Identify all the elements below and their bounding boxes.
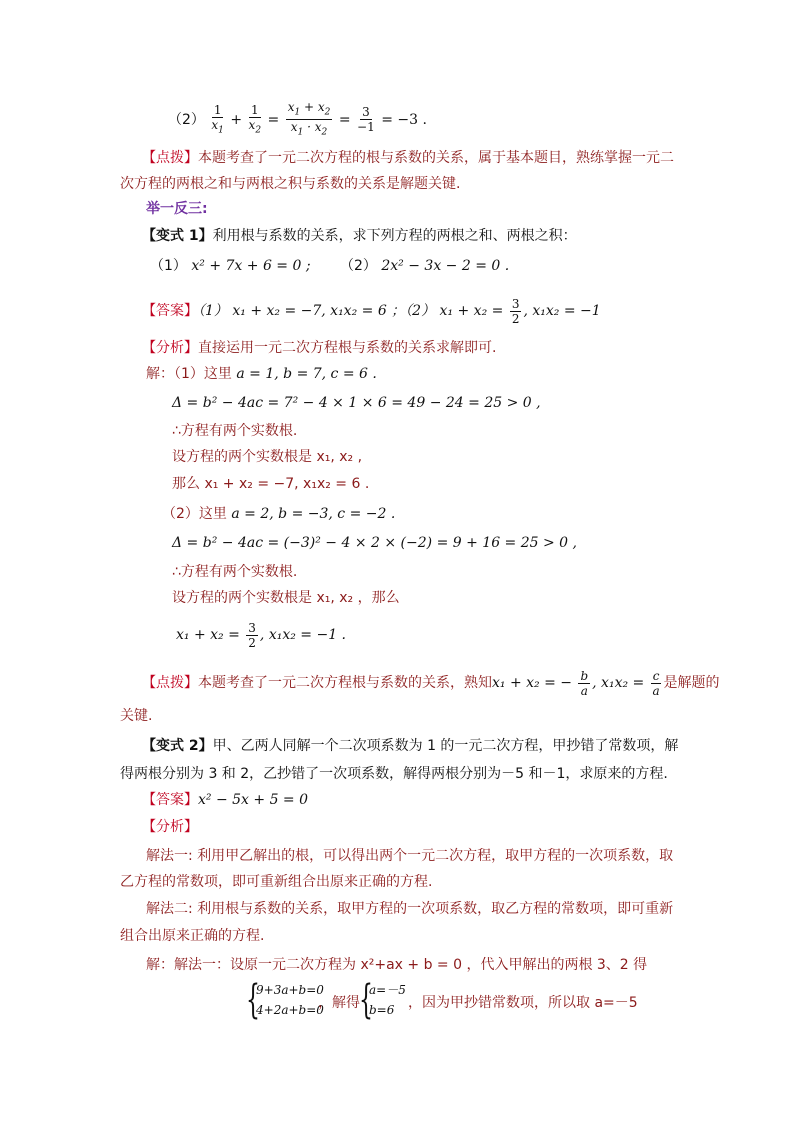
- var2-tag: 【变式 2】: [142, 738, 213, 754]
- fraction-1-over-x2: $\frac{1}{x_2}$: [248, 102, 262, 136]
- tip1-line1: [142, 148, 674, 168]
- var1-analysis-tag: 【分析】: [142, 340, 198, 356]
- top-formula-label: （2）: [168, 111, 205, 128]
- var1-delta-2: Δ = b² − 4ac = (−3)² − 4 × 2 × (−2) = 9 + 16 = 25 > 0 ,: [172, 535, 577, 551]
- system1-eq2: 4+2a+b=0: [256, 1003, 324, 1017]
- var1-solution-1: 解：（1）这里 a = 1, b = 7, c = 6 .: [146, 366, 377, 382]
- tip1-tag: 【点拨】: [142, 150, 198, 166]
- tip2-fraction-b-a: $\frac{b}{a}$: [580, 668, 589, 698]
- system-end-text: ，因为甲抄错常数项，所以取 a=－5: [408, 995, 638, 1011]
- var1-problems: [150, 256, 311, 276]
- var1-answer-line: [142, 296, 601, 326]
- var1-then-1: 那么 x₁ + x₂ = −7, x₁x₂ = 6 .: [172, 476, 370, 492]
- tip2-fraction-c-a: $\frac{c}{a}$: [652, 668, 660, 698]
- var2-answer: [142, 790, 308, 810]
- var1-two-roots-2: ∴方程有两个实数根.: [172, 564, 298, 580]
- system-mid-text: ，解得: [318, 995, 360, 1011]
- var1-tag: 【变式 1】: [142, 228, 213, 244]
- var1-p1-label: （1）: [150, 258, 187, 274]
- var1-p2-equation: 2x² − 3x − 2 = 0 .: [381, 258, 510, 274]
- var1-p1-equation: x² + 7x + 6 = 0 ;: [191, 258, 311, 274]
- fraction-3-over-minus-1: $\frac{3}{-1}$: [357, 105, 375, 135]
- var1-question: 利用根与系数的关系，求下列方程的两根之和、两根之积：: [212, 228, 577, 244]
- section-title: 举一反三:: [146, 201, 208, 217]
- fraction-1-over-x1: $\frac{1}{x_1}$: [211, 102, 224, 136]
- var2-line2: 得两根分别为 3 和 2，乙抄错了一次项系数，解得两根分别为－5 和－1，求原来的方程.: [120, 766, 668, 782]
- var2-analysis-tag: 【分析】: [142, 819, 198, 835]
- var1-question-line: [142, 226, 577, 246]
- var1-two-roots-1: ∴方程有两个实数根.: [172, 423, 298, 439]
- tip1-line2: 次方程的两根之和与两根之积与系数的关系是解题关键.: [120, 176, 461, 192]
- var1-answer-1: （1） x₁ + x₂ = −7, x₁x₂ = 6 ；（2）: [198, 303, 436, 319]
- var1-final-fraction: $\frac{3}{2}$: [248, 620, 256, 650]
- system1-eq1: 9+3a+b=0: [256, 983, 324, 997]
- var1-analysis-text: 直接运用一元二次方程根与系数的关系求解即可.: [198, 340, 497, 356]
- system2-eq2: b=6: [369, 1003, 395, 1017]
- tip2-line2: 关键.: [120, 708, 153, 724]
- system1-brace: {: [246, 977, 260, 1023]
- var1-delta-1: Δ = b² − 4ac = 7² − 4 × 1 × 6 = 49 − 24 = 25 > 0 ,: [172, 395, 541, 411]
- var2-method2-b: 组合出原来正确的方程.: [120, 928, 265, 944]
- tip2-tag: 【点拨】: [142, 675, 198, 691]
- var2-line1: 【变式 2】甲、乙两人同解一个二次项系数为 1 的一元二次方程，甲抄错了常数项，解: [142, 738, 679, 754]
- var1-answer-tag: 【答案】: [142, 303, 198, 319]
- var2-solution: 解：解法一：设原一元二次方程为 x²+ax + b = 0 ，代入甲解出的两根 3、2 得: [146, 957, 648, 973]
- fraction-sum-over-product: $\frac{x_1 + x_2}{x_1 \cdot x_2}$: [287, 100, 331, 138]
- tip2-line1: 【点拨】本题考查了一元二次方程根与系数的关系，熟知x₁ + x₂ = − $\frac{b}{a}$ , x₁x₂ = $\frac{c}{a}$ 是解题的: [142, 668, 720, 698]
- var1-answer-2: x₁ + x₂ =: [439, 303, 504, 319]
- var1-set-roots-1: 设方程的两个实数根是 x₁, x₂ ,: [172, 449, 363, 465]
- var1-answer-fraction: $\frac{3}{2}$: [511, 296, 520, 326]
- var2-answer-eq: x² − 5x + 5 = 0: [198, 792, 309, 808]
- var1-solution-2: （2）这里 a = 2, b = −3, c = −2 .: [162, 506, 396, 522]
- var2-answer-tag: 【答案】: [142, 792, 198, 808]
- system2-eq1: a=－5: [369, 983, 406, 997]
- var1-analysis: [142, 338, 496, 358]
- var2-method1-a: 解法一: 利用甲乙解出的根，可以得出两个一元二次方程，取甲方程的一次项系数，取: [146, 848, 674, 864]
- system2-brace: {: [359, 977, 373, 1023]
- var1-problem-2: [340, 256, 509, 276]
- tip1-text: 本题考查了一元二次方程的根与系数的关系，属于基本题目，熟练掌握一元二: [198, 150, 674, 166]
- top-formula: （2） $\frac{1}{x_1}$ + $\frac{1}{x_2}$ = $\frac{x_1 + x_2}{x_1 \cdot x_2}$ = $\frac{3}{-1}$ = −3 .: [168, 100, 427, 138]
- var1-set-roots-2: 设方程的两个实数根是 x₁, x₂ ，那么: [172, 590, 400, 606]
- var2-method2-a: 解法二: 利用根与系数的关系，取甲方程的一次项系数，取乙方程的常数项，即可重新: [146, 901, 674, 917]
- var1-final: x₁ + x₂ = $\frac{3}{2}$ , x₁x₂ = −1 .: [176, 620, 347, 650]
- var1-p2-label: （2）: [340, 258, 377, 274]
- var1-answer-3: , x₁x₂ = −1: [523, 303, 601, 319]
- var2-method1-b: 乙方程的常数项，即可重新组合出原来正确的方程.: [120, 874, 433, 890]
